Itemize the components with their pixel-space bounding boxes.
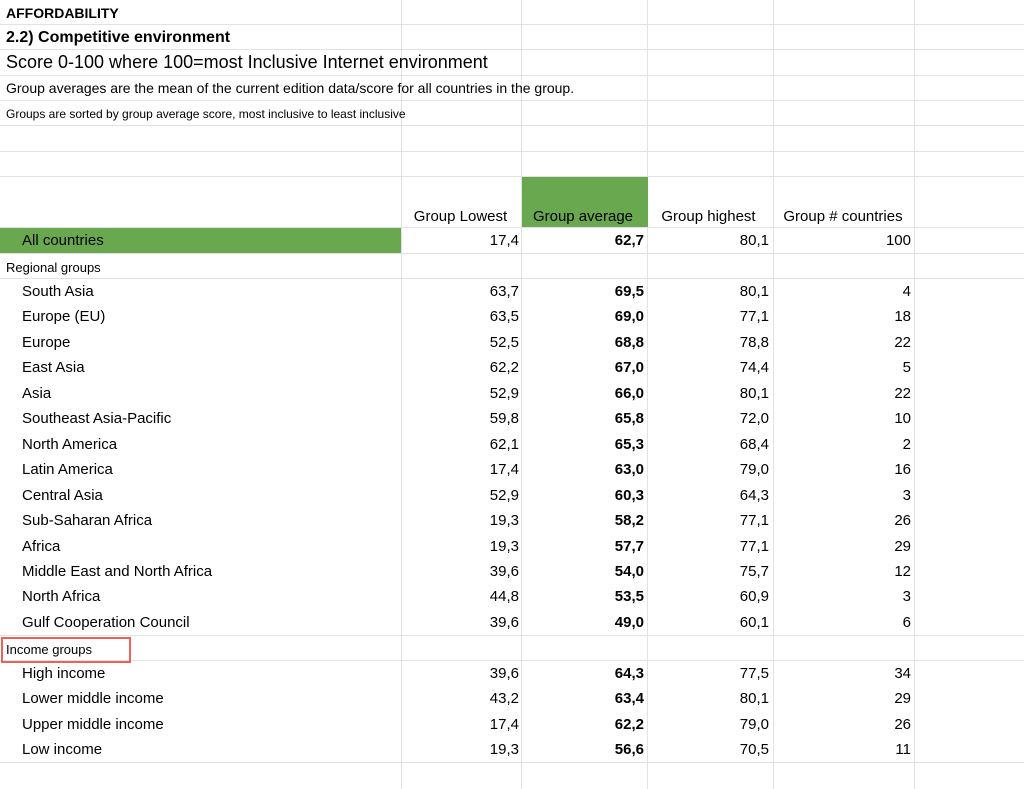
score-note[interactable]: Score 0-100 where 100=most Inclusive Internet environment xyxy=(6,52,488,72)
row-group-count[interactable]: 26 xyxy=(894,512,911,530)
row-label[interactable]: High income xyxy=(22,665,106,682)
row-label[interactable]: Europe xyxy=(22,333,71,351)
row-group-average[interactable]: 54,0 xyxy=(614,562,644,580)
gridline-row xyxy=(0,125,1024,126)
row-label[interactable]: Middle East and North Africa xyxy=(22,562,213,580)
row-group-average[interactable]: 57,7 xyxy=(614,537,644,555)
row-group-lowest[interactable]: 17,4 xyxy=(489,461,519,479)
row-group-count[interactable]: 5 xyxy=(902,359,911,377)
row-group-average[interactable]: 67,0 xyxy=(614,359,644,377)
all-countries-lowest[interactable]: 17,4 xyxy=(489,232,519,249)
row-label[interactable]: Lower middle income xyxy=(22,690,164,708)
row-group-lowest[interactable]: 52,9 xyxy=(489,486,519,504)
row-label[interactable]: North America xyxy=(22,435,118,453)
row-group-lowest[interactable]: 63,7 xyxy=(489,283,519,300)
row-label[interactable]: Central Asia xyxy=(22,486,103,504)
row-group-count[interactable]: 29 xyxy=(894,537,911,555)
gridline-row xyxy=(0,100,1024,101)
row-group-highest[interactable]: 64,3 xyxy=(739,486,769,504)
header-group-lowest[interactable]: Group Lowest xyxy=(413,208,508,225)
row-group-average[interactable]: 62,2 xyxy=(614,715,644,733)
row-label[interactable]: Latin America xyxy=(22,461,113,479)
row-group-lowest[interactable]: 17,4 xyxy=(489,715,519,733)
row-group-highest[interactable]: 77,1 xyxy=(739,512,769,530)
row-group-average[interactable]: 69,5 xyxy=(614,283,644,300)
row-group-average[interactable]: 49,0 xyxy=(614,613,644,631)
row-group-highest[interactable]: 77,1 xyxy=(739,537,769,555)
row-label[interactable]: North Africa xyxy=(22,588,101,606)
sort-note[interactable]: Groups are sorted by group average score, most inclusive to least inclusive xyxy=(6,107,406,121)
row-group-highest[interactable]: 77,5 xyxy=(739,665,769,682)
gridline-column xyxy=(773,0,774,789)
header-group-highest[interactable]: Group highest xyxy=(661,208,756,225)
row-label[interactable]: Gulf Cooperation Council xyxy=(22,613,190,631)
row-group-highest[interactable]: 79,0 xyxy=(739,461,769,479)
row-label[interactable]: Southeast Asia-Pacific xyxy=(22,410,172,428)
row-group-lowest[interactable]: 19,3 xyxy=(489,741,519,759)
row-group-count[interactable]: 11 xyxy=(895,741,911,759)
row-group-average[interactable]: 60,3 xyxy=(614,486,644,504)
row-group-lowest[interactable]: 63,5 xyxy=(489,308,519,326)
row-group-highest[interactable]: 72,0 xyxy=(739,410,769,428)
all-countries-highest[interactable]: 80,1 xyxy=(739,232,769,249)
all-countries-label[interactable]: All countries xyxy=(22,232,104,249)
row-group-lowest[interactable]: 19,3 xyxy=(489,537,519,555)
row-group-highest[interactable]: 80,1 xyxy=(739,384,769,402)
row-label[interactable]: Sub-Saharan Africa xyxy=(22,512,153,530)
row-label[interactable]: Africa xyxy=(22,537,61,555)
header-group-count[interactable]: Group # countries xyxy=(783,208,903,225)
row-group-count[interactable]: 34 xyxy=(894,665,911,682)
row-group-lowest[interactable]: 39,6 xyxy=(489,665,519,682)
gridline-row xyxy=(0,253,1024,254)
gridline-row xyxy=(0,151,1024,152)
row-group-count[interactable]: 2 xyxy=(902,435,911,453)
gridline-column xyxy=(914,0,915,789)
gridline-row xyxy=(0,278,1024,279)
row-group-lowest[interactable]: 19,3 xyxy=(489,512,519,530)
row-group-highest[interactable]: 78,8 xyxy=(739,333,769,351)
row-group-highest[interactable]: 60,1 xyxy=(739,613,769,631)
row-group-lowest[interactable]: 39,6 xyxy=(489,613,519,631)
row-group-lowest[interactable]: 39,6 xyxy=(489,562,519,580)
row-group-average[interactable]: 63,4 xyxy=(614,690,644,708)
row-group-highest[interactable]: 79,0 xyxy=(739,715,769,733)
row-group-lowest[interactable]: 52,9 xyxy=(489,384,519,402)
regional-groups-label[interactable]: Regional groups xyxy=(6,260,101,275)
gridline-row xyxy=(0,49,1024,50)
row-group-lowest[interactable]: 43,2 xyxy=(489,690,519,708)
row-group-average[interactable]: 65,8 xyxy=(614,410,644,428)
row-group-count[interactable]: 6 xyxy=(902,613,911,631)
row-group-average[interactable]: 53,5 xyxy=(614,588,644,606)
row-group-count[interactable]: 10 xyxy=(894,410,911,428)
row-label[interactable]: Europe (EU) xyxy=(22,308,106,326)
row-group-highest[interactable]: 60,9 xyxy=(739,588,769,606)
all-countries-average[interactable]: 62,7 xyxy=(614,232,644,249)
row-group-average[interactable]: 63,0 xyxy=(614,461,644,479)
row-group-lowest[interactable]: 59,8 xyxy=(489,410,519,428)
average-note[interactable]: Group averages are the mean of the current edition data/score for all countries in the group. xyxy=(6,80,575,96)
header-group-average[interactable]: Group average xyxy=(532,208,634,225)
row-group-count[interactable]: 3 xyxy=(902,588,911,606)
row-group-average[interactable]: 66,0 xyxy=(614,384,644,402)
row-group-average[interactable]: 56,6 xyxy=(614,741,644,759)
row-group-lowest[interactable]: 62,1 xyxy=(489,435,519,453)
sheet-subtitle[interactable]: 2.2) Competitive environment xyxy=(6,29,231,46)
row-label[interactable]: Asia xyxy=(22,384,52,402)
row-group-count[interactable]: 16 xyxy=(894,461,911,479)
row-label[interactable]: Low income xyxy=(22,741,103,759)
row-group-count[interactable]: 18 xyxy=(894,308,911,326)
row-label[interactable]: Upper middle income xyxy=(22,715,164,733)
gridline-row xyxy=(0,762,1024,763)
row-group-average[interactable]: 64,3 xyxy=(614,665,644,682)
row-group-highest[interactable]: 80,1 xyxy=(739,283,769,300)
row-group-count[interactable]: 29 xyxy=(894,690,911,708)
row-group-count[interactable]: 22 xyxy=(894,384,911,402)
row-group-highest[interactable]: 75,7 xyxy=(739,562,769,580)
row-group-lowest[interactable]: 62,2 xyxy=(489,359,519,377)
row-group-lowest[interactable]: 44,8 xyxy=(489,588,519,606)
row-group-count[interactable]: 3 xyxy=(902,486,911,504)
gridline-row xyxy=(0,24,1024,25)
row-group-average[interactable]: 58,2 xyxy=(614,512,644,530)
row-group-average[interactable]: 68,8 xyxy=(614,333,644,351)
row-group-highest[interactable]: 80,1 xyxy=(739,690,769,708)
income-groups-label[interactable]: Income groups xyxy=(6,642,92,657)
row-label[interactable]: East Asia xyxy=(22,359,85,377)
row-label[interactable]: South Asia xyxy=(22,283,94,300)
row-group-count[interactable]: 22 xyxy=(894,333,911,351)
all-countries-count[interactable]: 100 xyxy=(885,232,911,249)
row-group-average[interactable]: 65,3 xyxy=(614,435,644,453)
gridline-row xyxy=(0,75,1024,76)
row-group-average[interactable]: 69,0 xyxy=(614,308,644,326)
sheet-title[interactable]: AFFORDABILITY xyxy=(6,5,119,21)
row-group-count[interactable]: 12 xyxy=(894,562,911,580)
row-group-highest[interactable]: 77,1 xyxy=(739,308,769,326)
row-group-highest[interactable]: 68,4 xyxy=(739,435,769,453)
row-group-highest[interactable]: 74,4 xyxy=(739,359,769,377)
row-group-count[interactable]: 4 xyxy=(902,283,911,300)
gridline-row xyxy=(0,635,1024,636)
row-group-count[interactable]: 26 xyxy=(894,715,911,733)
gridline-row xyxy=(0,176,1024,177)
row-group-highest[interactable]: 70,5 xyxy=(739,741,769,759)
gridline-row xyxy=(0,660,1024,661)
row-group-lowest[interactable]: 52,5 xyxy=(489,333,519,351)
